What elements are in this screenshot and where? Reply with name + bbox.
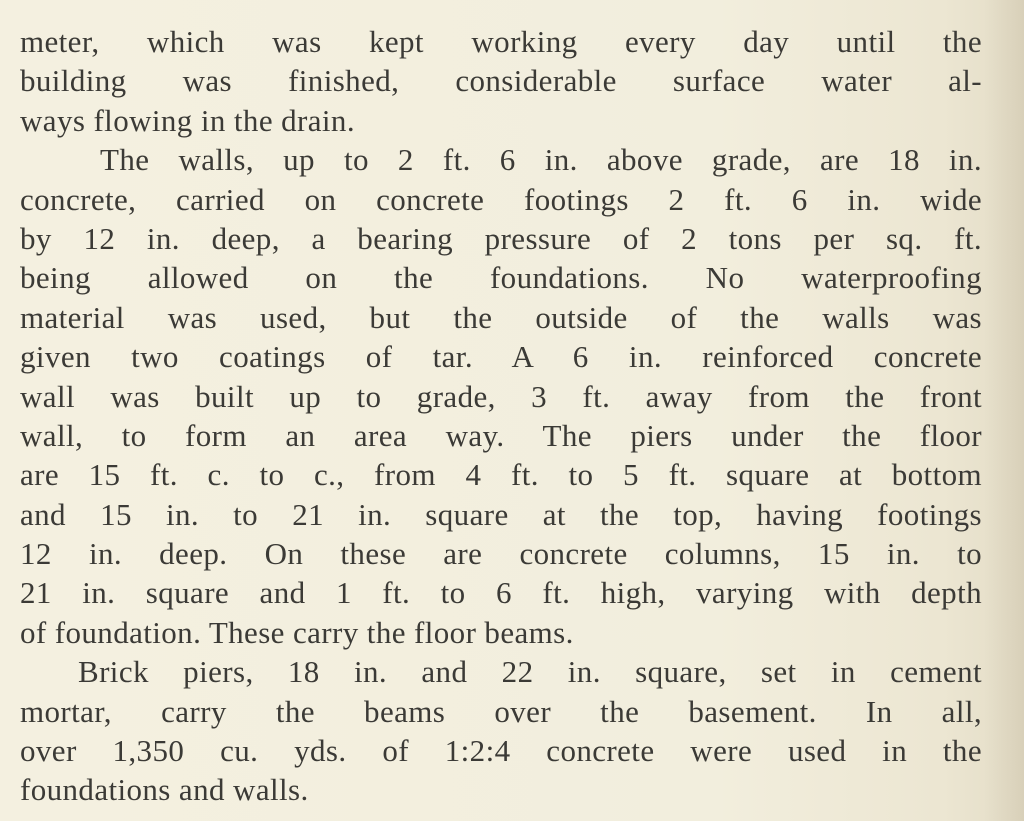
text-line-5: concrete, carried on concrete footings 2 ft. 6 in. wide: [20, 181, 982, 217]
text-line-13: and 15 in. to 21 in. square at the top, having footings: [20, 496, 982, 532]
text-line-17: Brick piers, 18 in. and 22 in. square, set in cement: [78, 654, 982, 690]
document-text: [20, 22, 982, 810]
text-line-4: The walls, up to 2 ft. 6 in. above grade, are 18 in.: [100, 142, 982, 178]
text-line-16: of foundation. These carry the floor beams.: [20, 614, 574, 650]
page-edge-shadow: [984, 0, 1024, 821]
text-line-15: 21 in. square and 1 ft. to 6 ft. high, varying with depth: [20, 575, 982, 611]
text-line-14: 12 in. deep. On these are concrete columns, 15 in. to: [20, 536, 982, 572]
text-line-3: ways flowing in the drain.: [20, 102, 355, 138]
text-line-12: are 15 ft. c. to c., from 4 ft. to 5 ft. square at bottom: [20, 457, 982, 493]
text-line-20: foundations and walls.: [20, 772, 309, 808]
text-line-8: material was used, but the outside of the walls was: [20, 299, 982, 335]
text-line-1: meter, which was kept working every day until the: [20, 24, 982, 59]
text-line-18: mortar, carry the beams over the basement. In all,: [20, 693, 982, 729]
text-line-2: building was finished, considerable surface water al-: [20, 63, 982, 99]
text-line-6: by 12 in. deep, a bearing pressure of 2 tons per sq. ft.: [20, 220, 982, 256]
text-line-19: over 1,350 cu. yds. of 1:2:4 concrete were used in the: [20, 733, 982, 769]
text-line-7: being allowed on the foundations. No waterproofing: [20, 260, 982, 296]
text-line-10: wall was built up to grade, 3 ft. away from the front: [20, 378, 982, 414]
text-line-11: wall, to form an area way. The piers under the floor: [20, 417, 982, 453]
text-line-9: given two coatings of tar. A 6 in. reinforced concrete: [20, 339, 982, 375]
